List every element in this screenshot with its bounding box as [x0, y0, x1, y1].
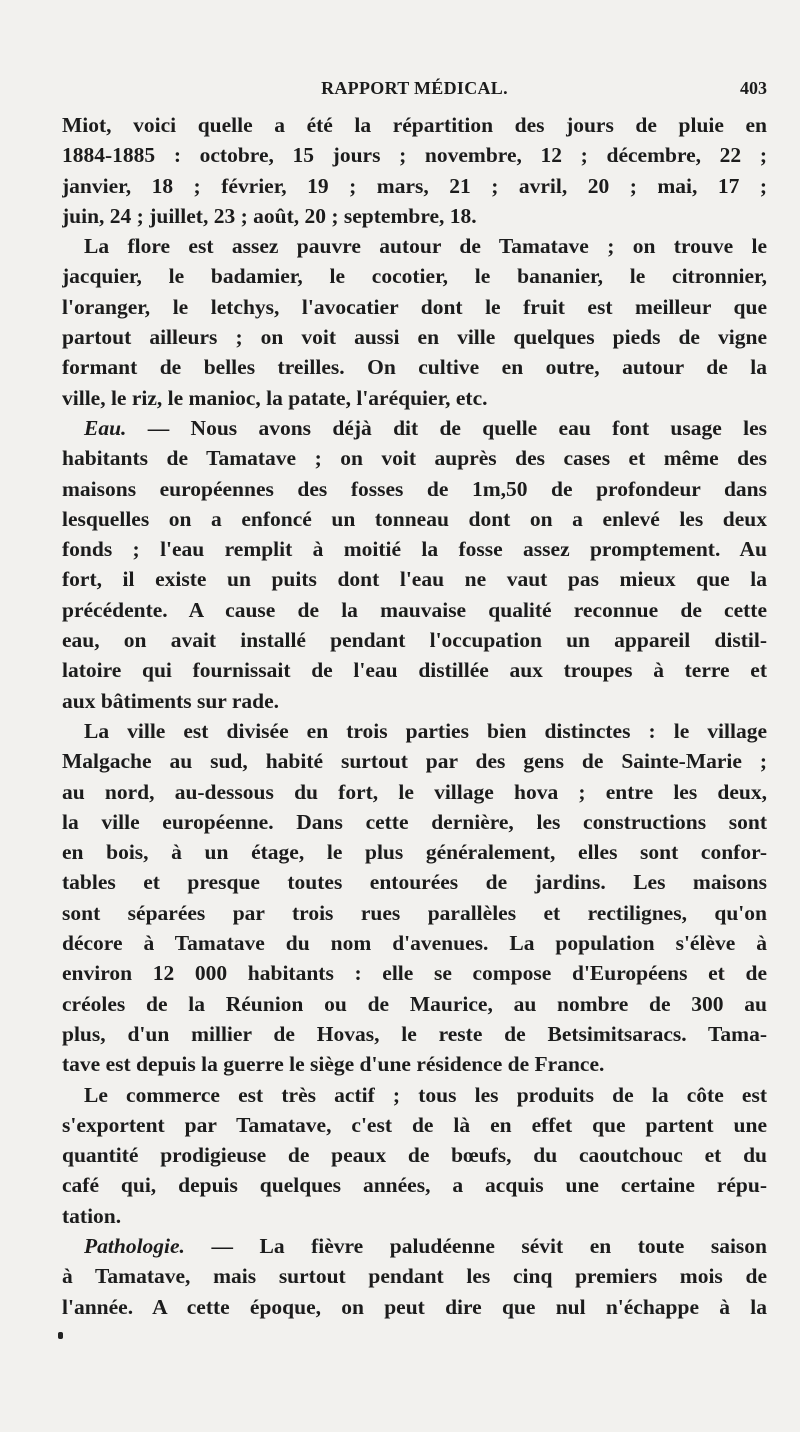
text-line: précédente. A cause de la mauvaise qualité reconnue de cette: [62, 597, 767, 622]
text-line: maisons européennes des fosses de 1m,50 de profondeur dans: [62, 476, 767, 501]
text-line: Le commerce est très actif ; tous les produits de la côte est: [84, 1082, 767, 1107]
text-line: tation.: [62, 1203, 122, 1228]
text-line: créoles de la Réunion ou de Maurice, au nombre de 300 au: [62, 991, 767, 1016]
text-line: ville, le riz, le manioc, la patate, l'aréquier, etc.: [62, 385, 488, 410]
ink-speck: [58, 1332, 63, 1339]
text-line: en bois, à un étage, le plus généralement, elles sont confor-: [62, 840, 767, 865]
text-line: jacquier, le badamier, le cocotier, le bananier, le citronnier,: [62, 264, 767, 289]
text-line: eau, on avait installé pendant l'occupation un appareil distil-: [62, 628, 767, 653]
text-line: tave est depuis la guerre le siège d'une résidence de France.: [62, 1052, 605, 1077]
text-line: aux bâtiments sur rade.: [62, 688, 280, 713]
text-line: La ville est divisée en trois parties bien distinctes : le village: [84, 718, 767, 743]
text-line: à Tamatave, mais surtout pendant les cinq premiers mois de: [62, 1264, 767, 1289]
text-line: café qui, depuis quelques années, a acquis une certaine répu-: [62, 1173, 767, 1198]
text-line: janvier, 18 ; février, 19 ; mars, 21 ; avril, 20 ; mai, 17 ;: [62, 173, 767, 198]
page-header: [62, 78, 767, 106]
text-line: s'exportent par Tamatave, c'est de là en effet que partent une: [62, 1112, 767, 1137]
text-line: formant de belles treilles. On cultive en outre, autour de la: [62, 355, 767, 380]
text-line: l'année. A cette époque, on peut dire que nul n'échappe à la: [62, 1294, 767, 1319]
running-head: RAPPORT MÉDICAL.: [321, 78, 508, 98]
text-line: partout ailleurs ; on voit aussi en ville quelques pieds de vigne: [62, 325, 767, 350]
text-line: latoire qui fournissait de l'eau distillée aux troupes à terre et: [62, 658, 767, 683]
text-line: Pathologie. — La fièvre paludéenne sévit en toute saison: [84, 1233, 767, 1258]
text-line: au nord, au-dessous du fort, le village hova ; entre les deux,: [62, 779, 767, 804]
text-line: La flore est assez pauvre autour de Tamatave ; on trouve le: [84, 234, 767, 259]
text-line: tables et presque toutes entourées de jardins. Les maisons: [62, 870, 767, 895]
body-text: [62, 110, 767, 1322]
text-line: décore à Tamatave du nom d'avenues. La population s'élève à: [62, 931, 767, 956]
text-line: sont séparées par trois rues parallèles et rectilignes, qu'on: [62, 900, 767, 925]
text-line: quantité prodigieuse de peaux de bœufs, du caoutchouc et du: [62, 1143, 767, 1168]
text-line: habitants de Tamatave ; on voit auprès des cases et même des: [62, 446, 767, 471]
section-lead: Pathologie.: [84, 1233, 185, 1258]
text-line: environ 12 000 habitants : elle se compose d'Européens et de: [62, 961, 767, 986]
text-line: fort, il existe un puits dont l'eau ne vaut pas mieux que la: [62, 567, 767, 592]
text-line: Eau. — Nous avons déjà dit de quelle eau font usage les: [84, 415, 767, 440]
section-lead: Eau.: [84, 415, 127, 440]
text-line: Malgache au sud, habité surtout par des gens de Sainte-Marie ;: [62, 749, 767, 774]
text-line: juin, 24 ; juillet, 23 ; août, 20 ; septembre, 18.: [62, 203, 477, 228]
page-number: 403: [740, 78, 767, 98]
text-line: la ville européenne. Dans cette dernière, les constructions sont: [62, 809, 767, 834]
text-line: lesquelles on a enfoncé un tonneau dont on a enlevé les deux: [62, 506, 767, 531]
text-line: fonds ; l'eau remplit à moitié la fosse assez promptement. Au: [62, 537, 767, 562]
text-line: Miot, voici quelle a été la répartition des jours de pluie en: [62, 113, 767, 137]
text-line: 1884-1885 : octobre, 15 jours ; novembre, 12 ; décembre, 22 ;: [62, 143, 767, 168]
text-line: l'oranger, le letchys, l'avocatier dont le fruit est meilleur que: [62, 294, 767, 319]
text-line: plus, d'un millier de Hovas, le reste de Betsimitsaracs. Tama-: [62, 1021, 767, 1046]
